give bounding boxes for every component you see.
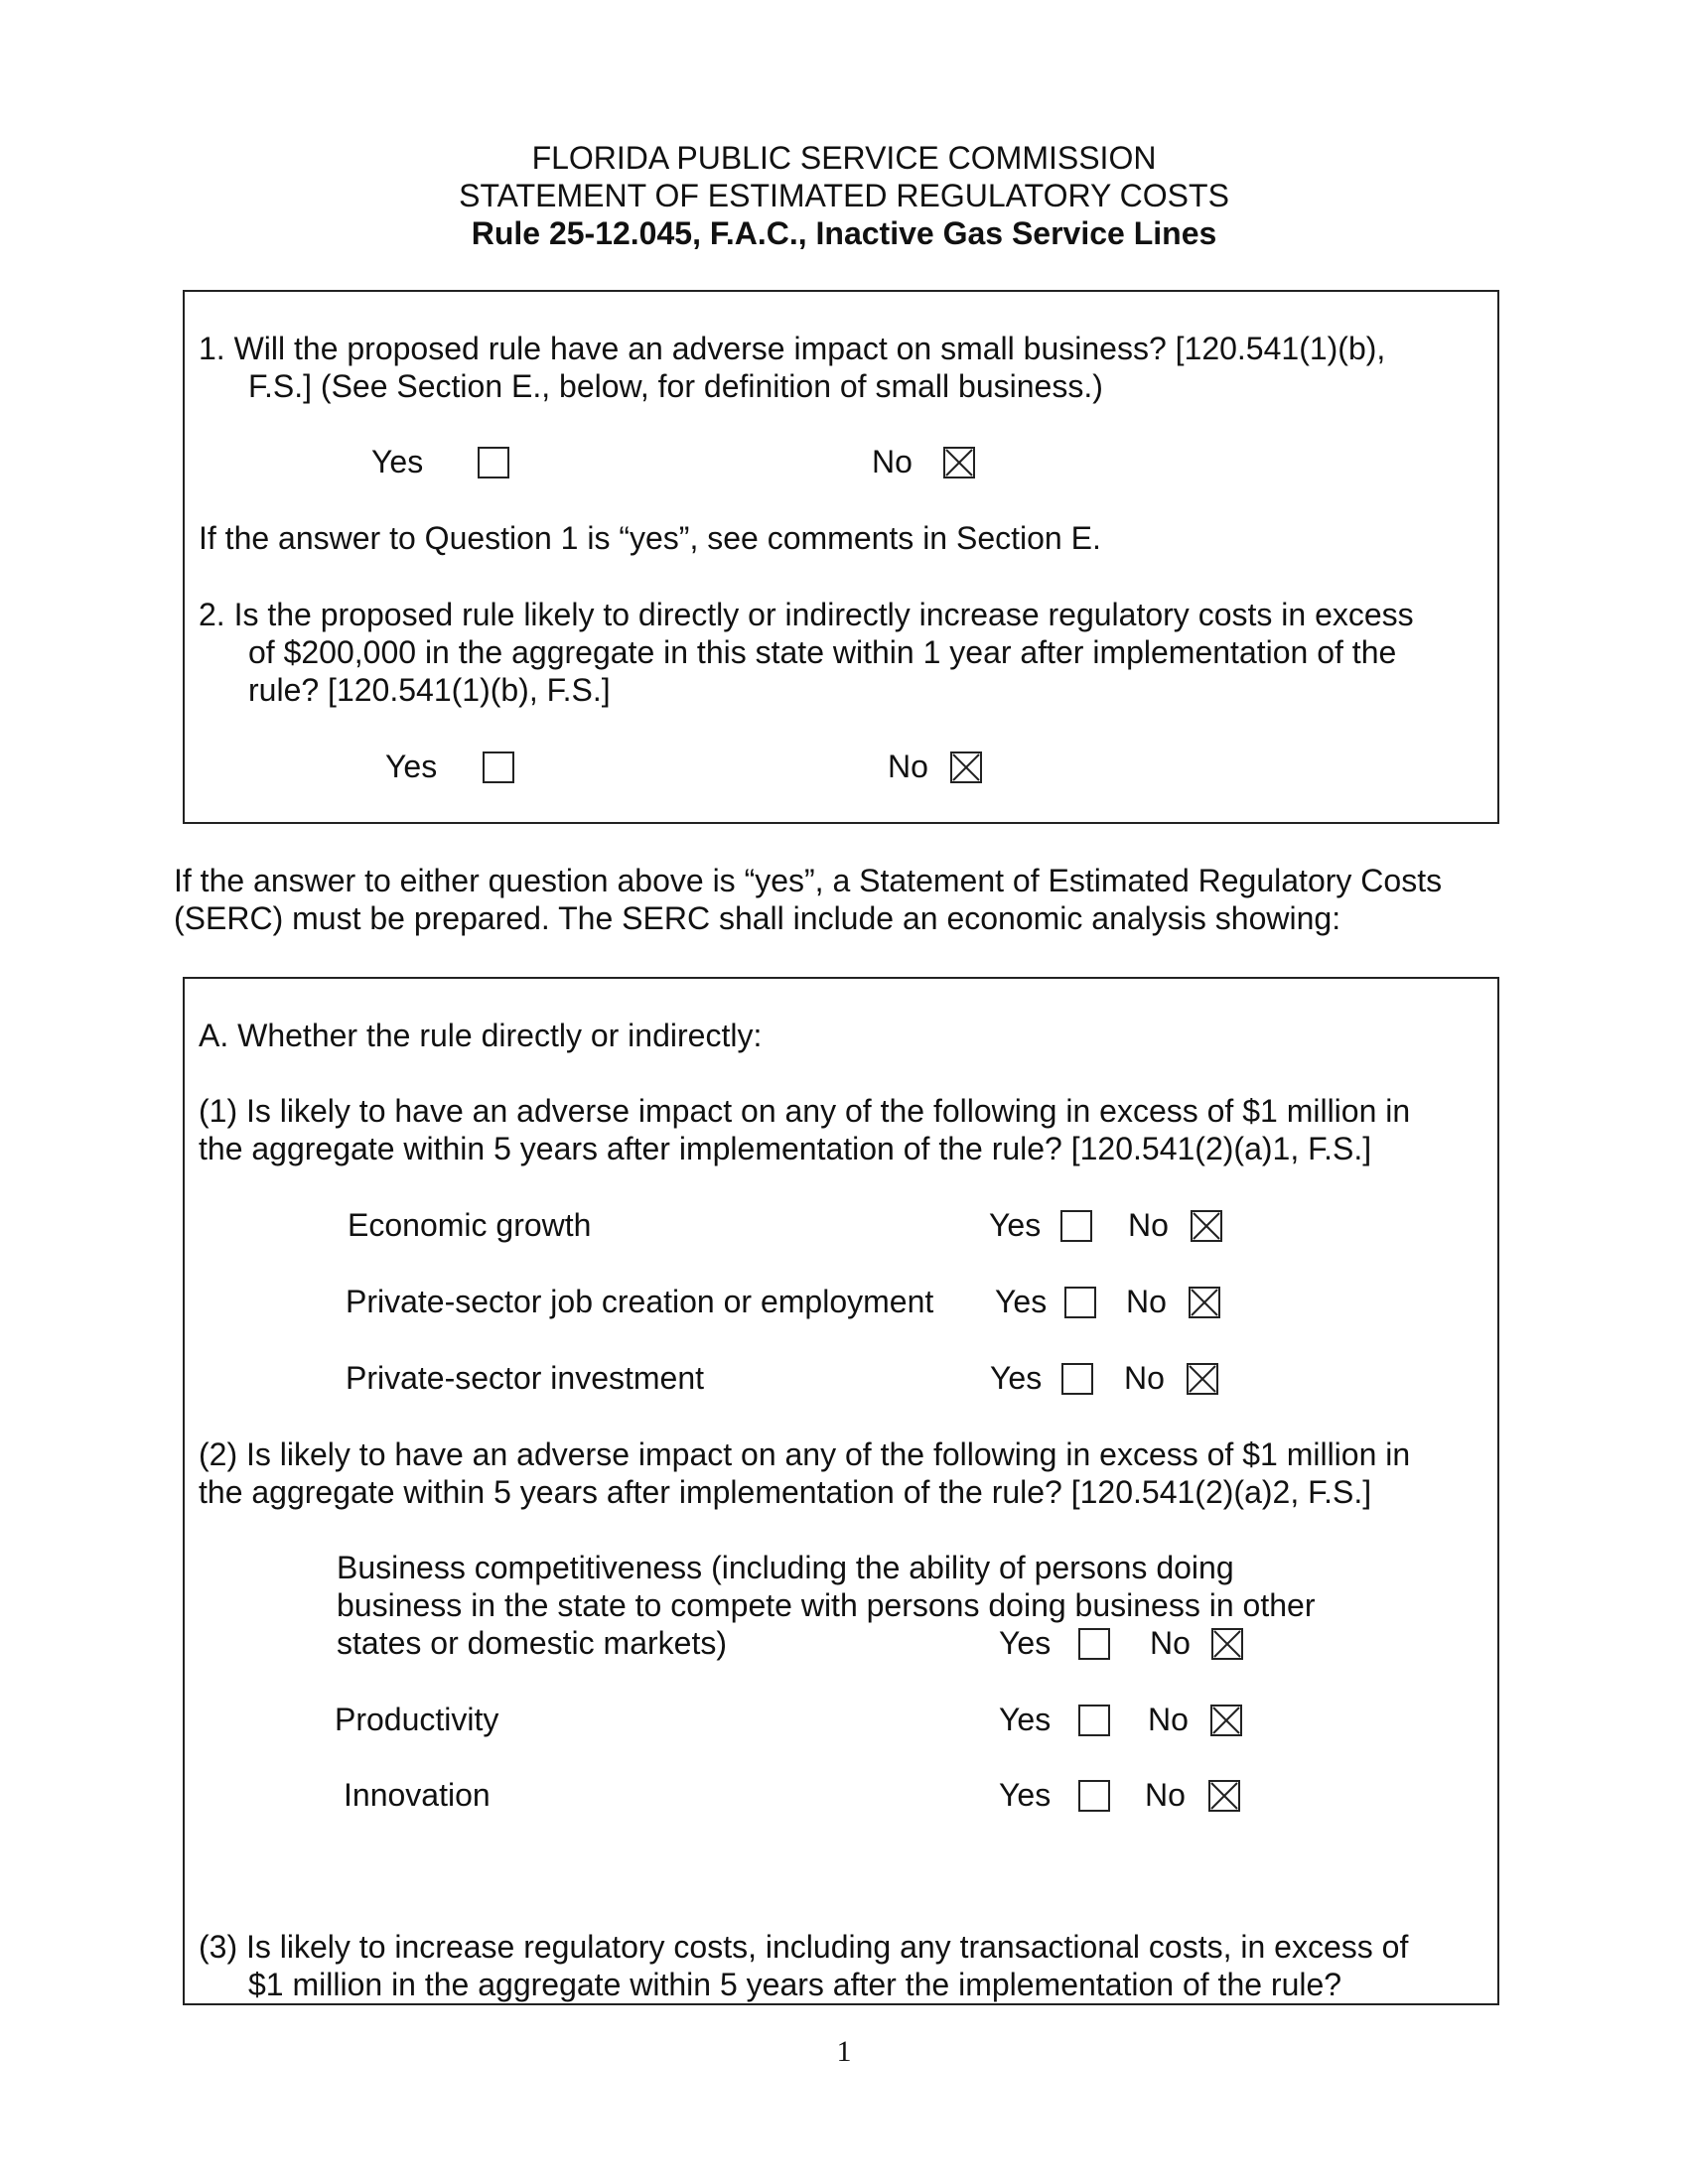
subsection-1-line-1: (1) Is likely to have an adverse impact on any of the following in excess of $1 million in (199, 1093, 1411, 1129)
serc-paragraph-line-2: (SERC) must be prepared. The SERC shall include an economic analysis showing: (174, 900, 1341, 936)
q1-yes-checkbox[interactable] (478, 447, 509, 478)
checked-x-icon (1212, 1706, 1240, 1734)
innovation-yes-label: Yes (999, 1777, 1052, 1813)
competitiveness-label-line-3: states or domestic markets) (337, 1625, 727, 1661)
q2-yes-label: Yes (385, 749, 438, 784)
investment-label: Private-sector investment (346, 1360, 705, 1396)
checked-x-icon (945, 449, 973, 477)
q2-no-label: No (888, 749, 928, 784)
checked-x-icon (952, 753, 980, 781)
q1-yes-label: Yes (371, 444, 424, 479)
innovation-no-checkbox[interactable] (1208, 1780, 1240, 1812)
job-creation-label: Private-sector job creation or employment (346, 1284, 934, 1319)
subsection-2-line-1: (2) Is likely to have an adverse impact on any of the following in excess of $1 million in (199, 1436, 1411, 1472)
q1-no-label: No (872, 444, 913, 479)
checked-x-icon (1191, 1289, 1218, 1316)
serc-paragraph-line-1: If the answer to either question above is “yes”, a Statement of Estimated Regulatory Costs (174, 863, 1443, 898)
economic-growth-yes-checkbox[interactable] (1060, 1210, 1092, 1242)
question-2-line-3: rule? [120.541(1)(b), F.S.] (248, 672, 611, 708)
question-1-note: If the answer to Question 1 is “yes”, see comments in Section E. (199, 520, 1101, 556)
q2-yes-checkbox[interactable] (483, 751, 514, 783)
innovation-label: Innovation (344, 1777, 491, 1813)
question-2-line-2: of $200,000 in the aggregate in this state within 1 year after implementation of the (248, 634, 1397, 670)
competitiveness-yes-label: Yes (999, 1625, 1052, 1661)
economic-growth-label: Economic growth (348, 1207, 592, 1243)
subsection-1-line-2: the aggregate within 5 years after implementation of the rule? [120.541(2)(a)1, F.S.] (199, 1131, 1372, 1166)
economic-growth-no-label: No (1128, 1207, 1169, 1243)
innovation-yes-checkbox[interactable] (1078, 1780, 1110, 1812)
checked-x-icon (1210, 1782, 1238, 1810)
job-creation-yes-checkbox[interactable] (1064, 1287, 1096, 1318)
q1-no-checkbox[interactable] (943, 447, 975, 478)
subsection-3-line-1: (3) Is likely to increase regulatory costs, including any transactional costs, in excess of (199, 1929, 1409, 1965)
header-commission: FLORIDA PUBLIC SERVICE COMMISSION (531, 140, 1157, 176)
checked-x-icon (1189, 1365, 1216, 1393)
investment-no-checkbox[interactable] (1187, 1363, 1218, 1395)
competitiveness-no-checkbox[interactable] (1211, 1628, 1243, 1660)
subsection-3-line-2: $1 million in the aggregate within 5 years after the implementation of the rule? (248, 1967, 1342, 2002)
job-creation-no-label: No (1126, 1284, 1167, 1319)
job-creation-no-checkbox[interactable] (1189, 1287, 1220, 1318)
subsection-2-line-2: the aggregate within 5 years after implementation of the rule? [120.541(2)(a)2, F.S.] (199, 1474, 1372, 1510)
productivity-no-label: No (1148, 1702, 1189, 1737)
economic-growth-yes-label: Yes (989, 1207, 1042, 1243)
question-1-line-1: 1. Will the proposed rule have an adverse impact on small business? [120.541(1)(b), (199, 331, 1386, 366)
checked-x-icon (1213, 1630, 1241, 1658)
header-statement-title: STATEMENT OF ESTIMATED REGULATORY COSTS (459, 178, 1229, 213)
question-1-line-2: F.S.] (See Section E., below, for definition of small business.) (248, 368, 1103, 404)
question-2-line-1: 2. Is the proposed rule likely to directly or indirectly increase regulatory costs in excess (199, 597, 1414, 632)
investment-yes-checkbox[interactable] (1061, 1363, 1093, 1395)
investment-no-label: No (1124, 1360, 1165, 1396)
productivity-yes-label: Yes (999, 1702, 1052, 1737)
job-creation-yes-label: Yes (995, 1284, 1048, 1319)
productivity-label: Productivity (335, 1702, 499, 1737)
economic-growth-no-checkbox[interactable] (1191, 1210, 1222, 1242)
competitiveness-no-label: No (1150, 1625, 1191, 1661)
competitiveness-label-line-1: Business competitiveness (including the ability of persons doing (337, 1550, 1234, 1585)
checked-x-icon (1193, 1212, 1220, 1240)
q2-no-checkbox[interactable] (950, 751, 982, 783)
productivity-no-checkbox[interactable] (1210, 1705, 1242, 1736)
innovation-no-label: No (1145, 1777, 1186, 1813)
header-rule-title: Rule 25-12.045, F.A.C., Inactive Gas Service Lines (471, 215, 1217, 251)
competitiveness-yes-checkbox[interactable] (1078, 1628, 1110, 1660)
investment-yes-label: Yes (990, 1360, 1043, 1396)
productivity-yes-checkbox[interactable] (1078, 1705, 1110, 1736)
section-a-heading: A. Whether the rule directly or indirectly: (199, 1018, 763, 1053)
competitiveness-label-line-2: business in the state to compete with persons doing business in other (337, 1587, 1316, 1623)
page-number: 1 (836, 2035, 852, 2068)
